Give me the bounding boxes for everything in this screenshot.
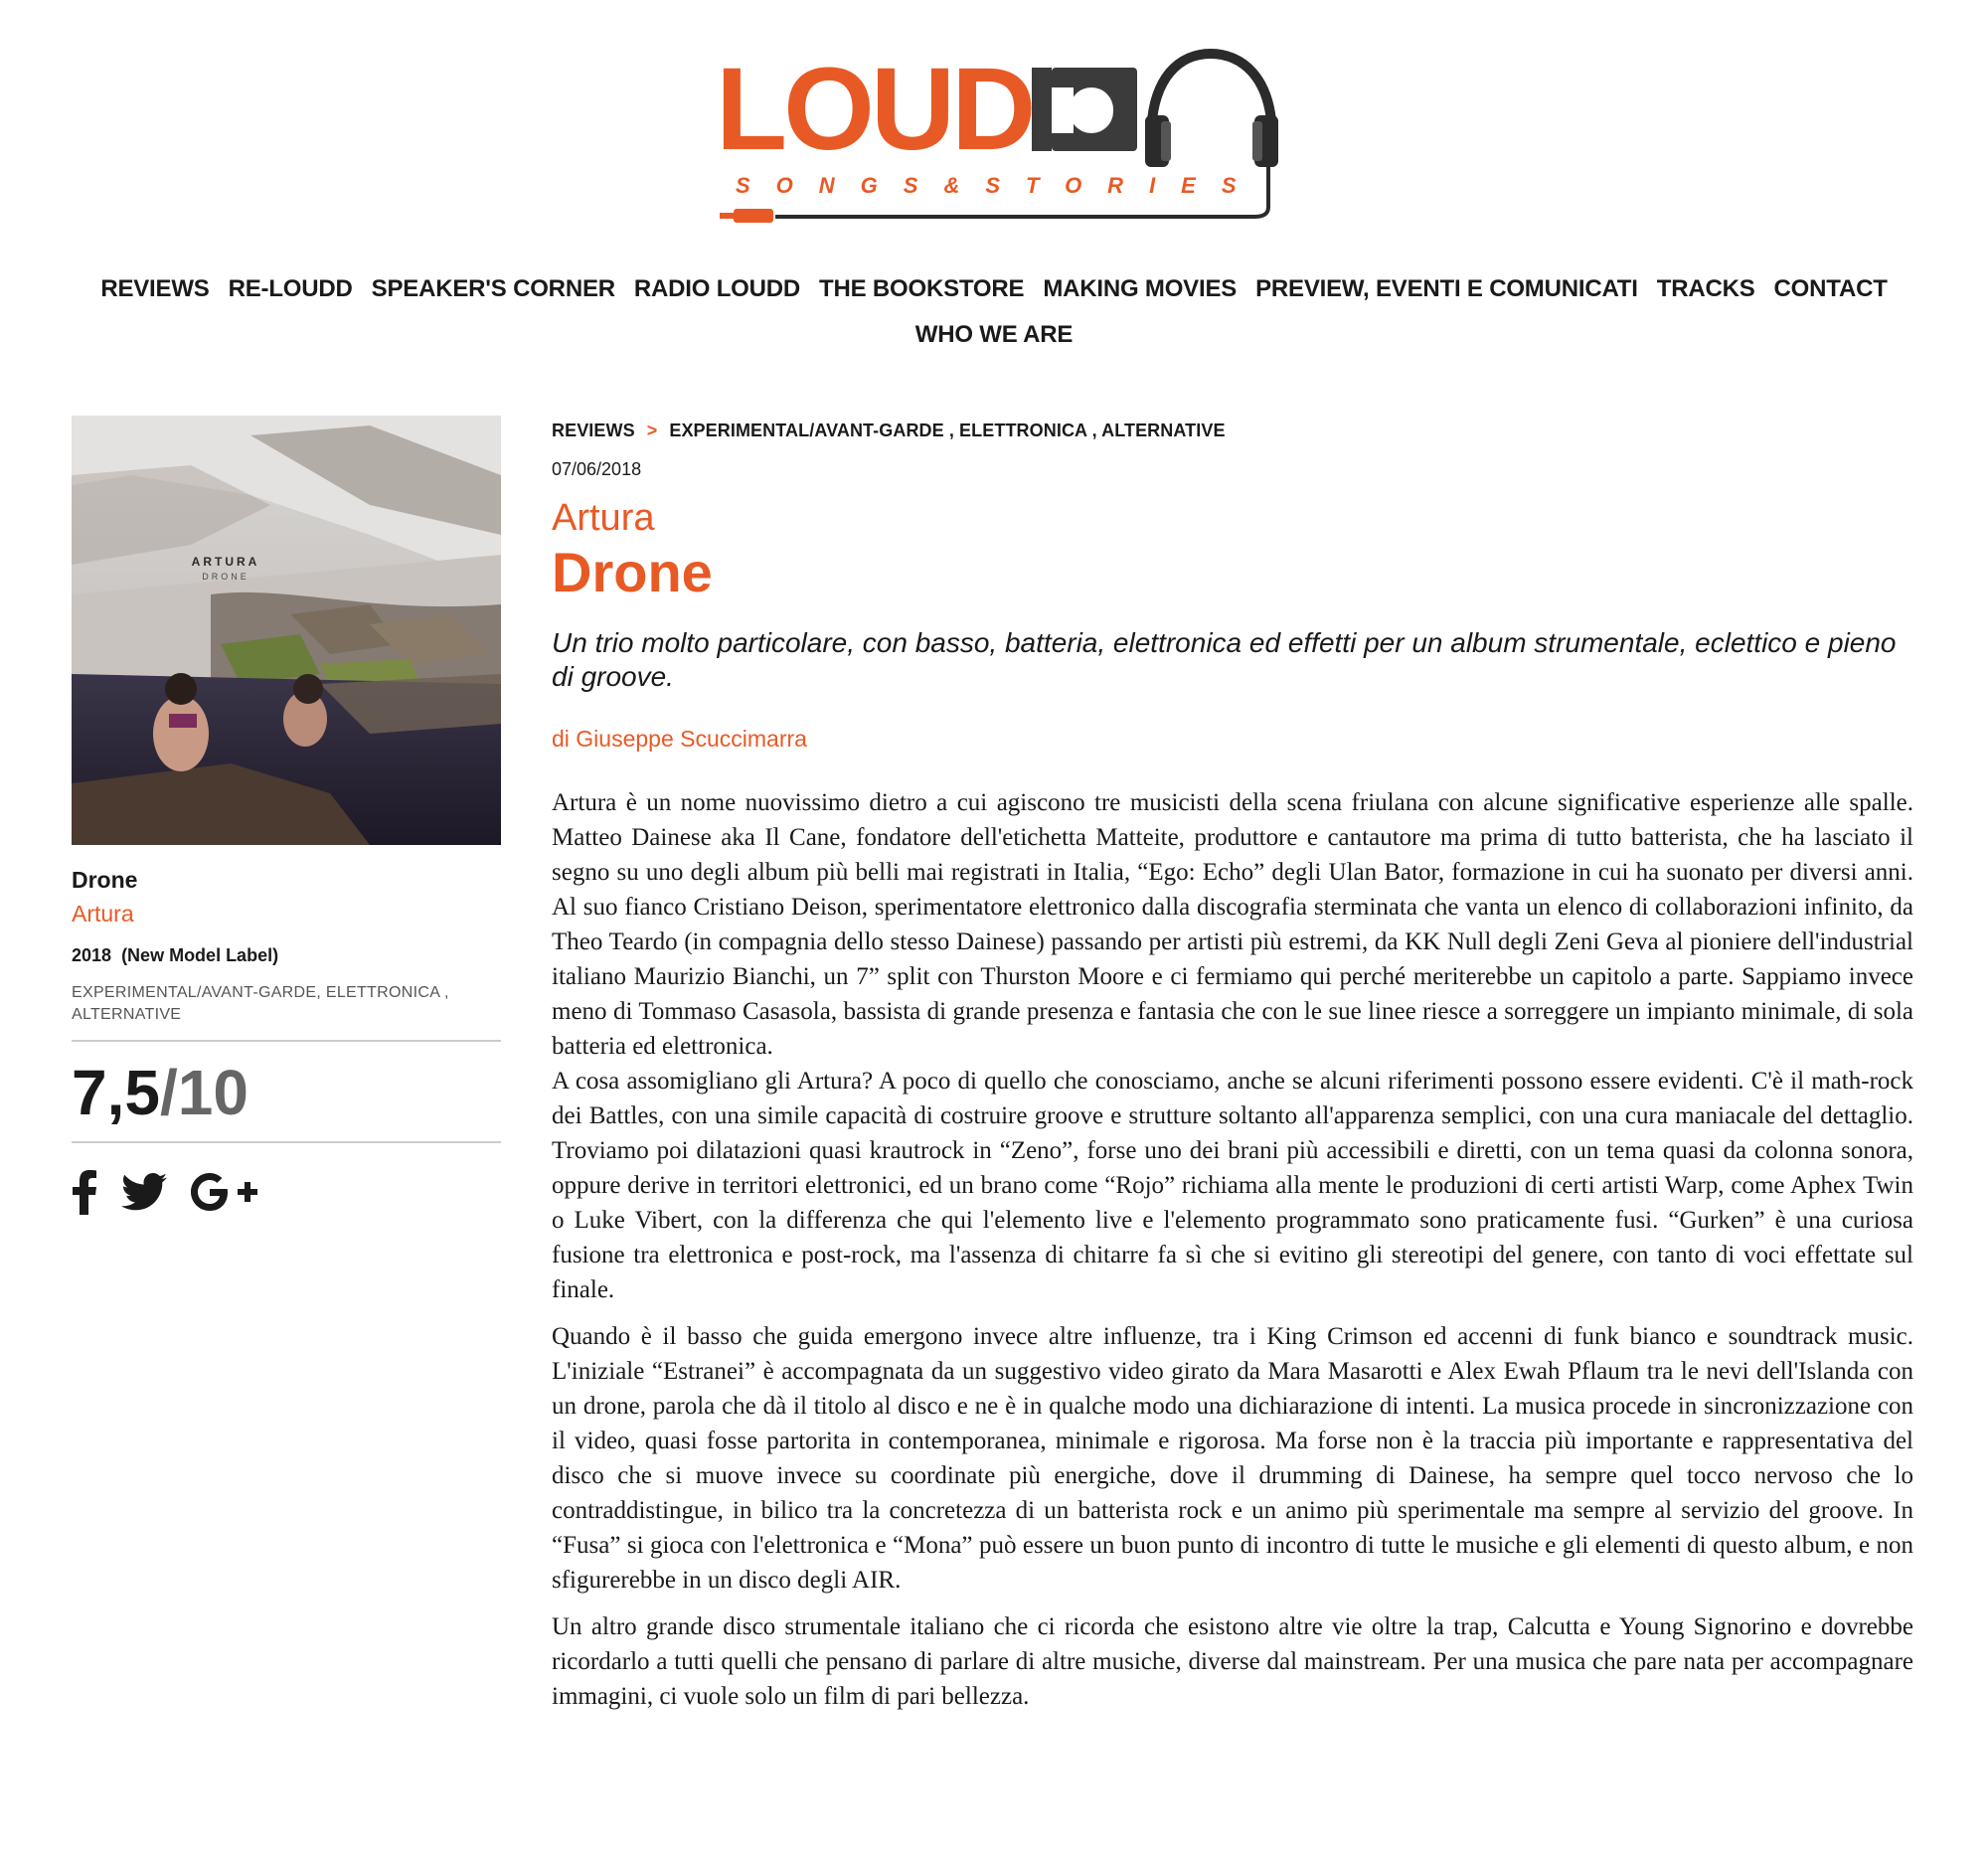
album-release-info	[72, 942, 501, 968]
cover-title-text: DRONE	[202, 572, 249, 582]
breadcrumb-separator: >	[646, 421, 658, 440]
nav-item-who-we-are[interactable]: WHO WE ARE	[914, 321, 1074, 348]
nav-item-preview-eventi[interactable]: PREVIEW, EVENTI E COMUNICATI	[1255, 275, 1638, 302]
score-max: 10	[177, 1057, 248, 1128]
nav-item-reviews[interactable]: REVIEWS	[100, 275, 210, 302]
cover-artist-text: ARTURA	[191, 555, 260, 569]
nav-item-the-bookstore[interactable]: THE BOOKSTORE	[819, 275, 1025, 302]
nav-item-re-loudd[interactable]: RE-LOUDD	[228, 275, 353, 302]
article-paragraph: Un altro grande disco strumentale italiano che ci ricorda che esistono altre vie oltre la trap, Calcutta e Young Signorino e dovrebbe ricordarlo a tutti quelli che pensano di parlare di altre musiche, diverse dal mainstream. Per una musica che pare nata per accompagnare immagini, ci vuole solo un film di pari bellezza.	[552, 1613, 1913, 1710]
article-artist[interactable]: Artura	[552, 497, 655, 539]
article-paragraph: Quando è il basso che guida emergono invece altre influenze, tra i King Crimson ed accenni di funk bianco e soundtrack music. L'iniziale “Estranei” è accompagnata da un suggestivo video girato da Mara Masarotti e Alex Ewah Pflaum tra le nevi dell'Islanda con un drone, parola che dà il titolo al disco e ne è in qualche modo una dichiarazione di intenti. La musica procede in sincronizzazione con il video, quasi fosse partorita in contemporanea, minimale e rigorosa. Ma forse non è la traccia più importante e rappresentativa del disco che si muove invece su coordinate più energiche, dove il drumming di Dainese, ha sempre quel tocco nervoso che lo contraddistingue, in bilico tra la concretezza di un batterista rock e un animo più sperimentale ma sempre al servizio del groove. In “Fusa” si gioca con l'elettronica e “Mona” può essere un buon punto di incontro di tutte le musiche e gli elementi di questo album, e non sfigurerebbe in un disco degli AIR.	[552, 1323, 1913, 1594]
review-article	[552, 416, 1913, 1726]
nav-row-primary	[0, 266, 1988, 312]
album-label: (New Model Label)	[121, 945, 279, 965]
album-sidebar	[72, 416, 501, 1220]
album-year: 2018	[72, 945, 112, 965]
breadcrumb-genres-links[interactable]: EXPERIMENTAL/AVANT-GARDE , ELETTRONICA , ALTERNATIVE	[669, 421, 1226, 440]
album-title: Drone	[72, 867, 138, 893]
nav-row-secondary	[0, 312, 1988, 358]
loudd-logo-graphic	[716, 48, 1292, 227]
album-cover-image[interactable]	[72, 416, 501, 845]
article-body	[552, 785, 1913, 1714]
audio-jack-icon	[720, 209, 773, 223]
article-tagline: Un trio molto particolare, con basso, batteria, elettronica ed effetti per un album strumentale, eclettico e pieno di groove.	[552, 627, 1897, 692]
google-plus-icon[interactable]	[191, 1172, 260, 1217]
nav-item-tracks[interactable]: TRACKS	[1656, 275, 1755, 302]
album-artist-link[interactable]: Artura	[72, 901, 134, 927]
site-logo[interactable]	[716, 48, 1292, 227]
sidebar-divider-bottom	[72, 1141, 501, 1143]
article-album-title: Drone	[552, 541, 713, 603]
nav-item-contact[interactable]: CONTACT	[1773, 275, 1888, 302]
review-score	[72, 1042, 501, 1141]
score-value: 7,5	[72, 1057, 160, 1128]
nav-item-making-movies[interactable]: MAKING MOVIES	[1043, 275, 1238, 302]
facebook-icon[interactable]	[72, 1169, 97, 1220]
publish-date: 07/06/2018	[552, 459, 642, 479]
nav-item-radio-loudd[interactable]: RADIO LOUDD	[633, 275, 801, 302]
album-cover-art	[72, 416, 501, 845]
breadcrumb	[552, 416, 1913, 445]
album-genres[interactable]: EXPERIMENTAL/AVANT-GARDE, ELETTRONICA , ALTERNATIVE	[72, 984, 449, 1023]
nav-item-speakers-corner[interactable]: SPEAKER'S CORNER	[371, 275, 615, 302]
article-author-link[interactable]: di Giuseppe Scuccimarra	[552, 726, 807, 752]
tagline-container	[552, 604, 1927, 694]
article-paragraph: A cosa assomigliano gli Artura? A poco di quello che conosciamo, anche se alcuni riferimenti possono essere evidenti. C'è il math-rock dei Battles, con una simile capacità di costruire groove e strutture soltanto all'apparenza semplici, con una cura maniacale del dettaglio. Troviamo poi dilatazioni quasi krautrock in “Zeno”, forse uno dei brani più accessibili e diretti, con un tema quasi da colonna sonora, oppure derive in territori elettronici, ed un brano come “Rojo” richiama alla mente le produzioni di certi artisti Warp, come Aphex Twin o Luke Vibert, con la differenza che qui l'elemento live e l'elemento programmato sono praticamente fusi. “Gurken” è una curiosa fusione tra elettronica e post-rock, ma l'assenza di chitarre fa sì che si evitino gli stereotipi del genere, con tanto di voci effettate sul finale.	[552, 1068, 1913, 1303]
logo-tagline: SONGS&STORIES	[736, 173, 1262, 198]
breadcrumb-reviews-link[interactable]: REVIEWS	[552, 421, 635, 440]
main-navigation	[0, 266, 1988, 358]
logo-wordmark: LOUD	[716, 48, 1033, 175]
social-share-bar	[72, 1169, 501, 1220]
article-paragraph: Artura è un nome nuovissimo dietro a cui agiscono tre musicisti della scena friulana con alcune significative esperienze alle spalle. Matteo Dainese aka Il Cane, fondatore dell'etichetta Matteite, produttore e cantautore ma prima di tutto batterista, che ha lasciato il segno su uno degli album più belli mai registrati in Italia, “Ego: Echo” degli Ulan Bator, formazione in cui ha suonato per diversi anni. Al suo fianco Cristiano Deison, sperimentatore elettronico dalla discografia sterminata che vanta un elenco di collaborazioni infinito, da Theo Teardo (in compagnia dello stesso Dainese) passando per artisti più estremi, da KK Null degli Zeni Geva al pioniere dell'industrial italiano Maurizio Bianchi, un 7” split con Thurston Moore e ci fermiamo qui perché meriterebbe un capitolo a parte. Sappiamo invece meno di Tommaso Casasola, bassista di grande presenza e fantasia che con le sue linee riesce a sorreggere un impianto minimale, di sola batteria ed elettronica.	[552, 789, 1913, 1060]
twitter-icon[interactable]	[121, 1173, 167, 1216]
score-slash: /	[159, 1057, 178, 1128]
